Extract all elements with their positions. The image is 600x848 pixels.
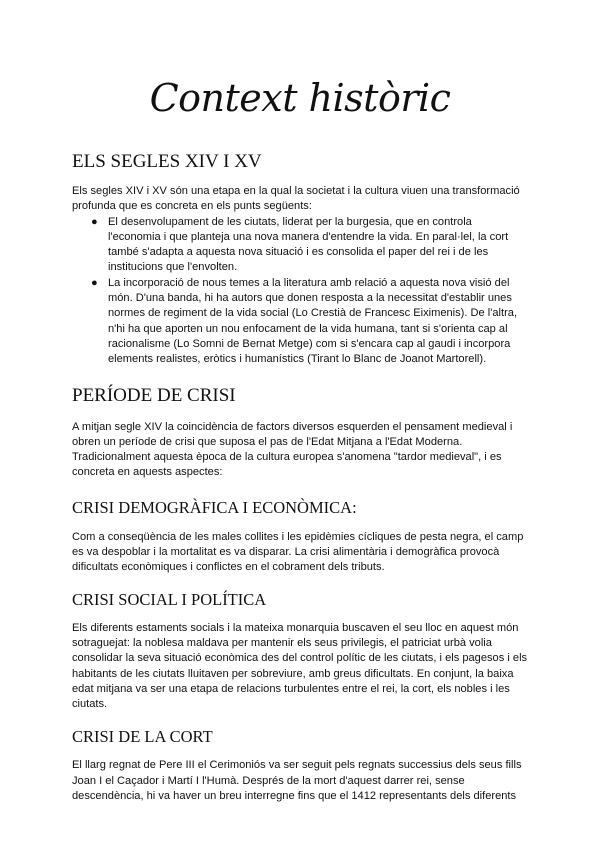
section-segles-xiv-xv: [72, 150, 532, 368]
text-line: La incorporació de nous temes a la literatura amb relació a aquesta nova visió del: [108, 276, 510, 289]
section-paragraph: [72, 621, 532, 713]
bullet-icon: ●: [91, 215, 98, 228]
text-line: ciutats.: [72, 698, 108, 711]
document-body: [72, 150, 532, 804]
text-line: El llarg regnat de Pere III el Cerimoniós va ser seguit pels regnats successius dels seus fills: [72, 759, 522, 772]
text-line: edat mitjana va ser una etapa de relacions turbulentes entre el rei, la cort, els nobles i les: [72, 682, 510, 695]
section-crisi-social: [72, 589, 532, 713]
bullet-list: [72, 215, 532, 368]
text-line: Com a conseqüència de les males collites i les epidèmies cícliques de pesta negra, el camp: [72, 530, 524, 543]
section-periode-de-crisi: [72, 384, 532, 481]
section-heading: ELS SEGLES XIV I XV: [72, 151, 262, 172]
section-crisi-demografica: [72, 497, 532, 576]
text-line: sotraguejat: la noblesa maldava per mantenir els seus privilegis, el patriciat urbà volia: [72, 636, 492, 649]
page-title: Context històric: [149, 76, 451, 120]
text-line: Joan I el Caçador i Martí I l'Humà. Després de la mort d'aquest darrer rei, sense: [72, 774, 465, 787]
section-paragraph: [72, 758, 532, 804]
list-item: [72, 215, 532, 276]
bullet-icon: ●: [91, 276, 98, 289]
text-line: Els diferents estaments socials i la mateixa monarquia buscaven el seu lloc en aquest món: [72, 621, 519, 634]
text-line: racionalisme (Lo Somni de Bernat Metge) com si s'encara cap al gaudi i incorpora: [108, 337, 511, 350]
text-line: descendència, hi va haver un breu interregne fins que el 1412 representants dels diferents: [72, 790, 517, 803]
section-paragraph: [72, 530, 532, 576]
section-heading: CRISI DEMOGRÀFICA I ECONÒMICA:: [72, 497, 357, 517]
section-paragraph: [72, 184, 532, 215]
list-item: [72, 276, 532, 368]
section-heading: PERÍODE DE CRISI: [72, 384, 236, 406]
text-line: habitants de les ciutats lluitaven per sobreviure, amb greus dificultats. En conjunt, la baixa: [72, 667, 514, 680]
text-line: A mitjan segle XIV la coincidència de factors diversos esquerden el pensament medieval i: [72, 420, 513, 433]
text-line: món. D'una banda, hi ha autors que donen resposta a la necessitat d'establir unes: [108, 292, 512, 305]
text-line: institucions que l'envolten.: [108, 261, 238, 274]
text-line: El desenvolupament de les ciutats, liderat per la burgesia, que en controla: [108, 215, 472, 228]
text-line: consolidar la seva situació econòmica des del control polític de les ciutats, i els pagesos i els: [72, 652, 528, 665]
section-crisi-cort: [72, 726, 532, 804]
section-heading: CRISI SOCIAL I POLÍTICA: [72, 589, 267, 609]
text-line: Els segles XIV i XV són una etapa en la qual la societat i la cultura viuen una transformació: [72, 185, 520, 197]
section-heading: CRISI DE LA CORT: [72, 727, 213, 747]
text-line: n'hi ha que aporten un nou enfocament de la vida humana, tant si s'orienta cap al: [108, 322, 508, 335]
text-line: profunda que es concreta en els punts següents:: [72, 200, 312, 213]
text-line: es va despoblar i la mortalitat es va disparar. La crisi alimentària i demogràfica provocà: [72, 546, 500, 559]
text-line: elements realistes, eròtics i humanístics (Tirant lo Blanc de Joanot Martorell).: [108, 353, 487, 366]
text-line: l'economia i que planteja una nova manera d'entendre la vida. En paral·lel, la cort: [108, 230, 509, 243]
text-line: concreta en aquests aspectes:: [72, 466, 223, 479]
text-line: obren un període de crisi que suposa el pas de l'Edat Mitjana a l'Edat Moderna.: [72, 435, 463, 448]
text-line: dificultats econòmiques i conflictes en el cobrament dels tributs.: [72, 561, 385, 574]
text-line: Tradicionalment aquesta època de la cultura europea s'anomena "tardor medieval", i es: [72, 451, 502, 464]
text-line: normes de regiment de la vida social (Lo Crestià de Francesc Eiximenis). De l'altra,: [108, 307, 518, 320]
section-paragraph: [72, 420, 532, 481]
text-line: també s'adapta a aquesta nova situació i es consolida el paper del rei i de les: [108, 246, 489, 259]
